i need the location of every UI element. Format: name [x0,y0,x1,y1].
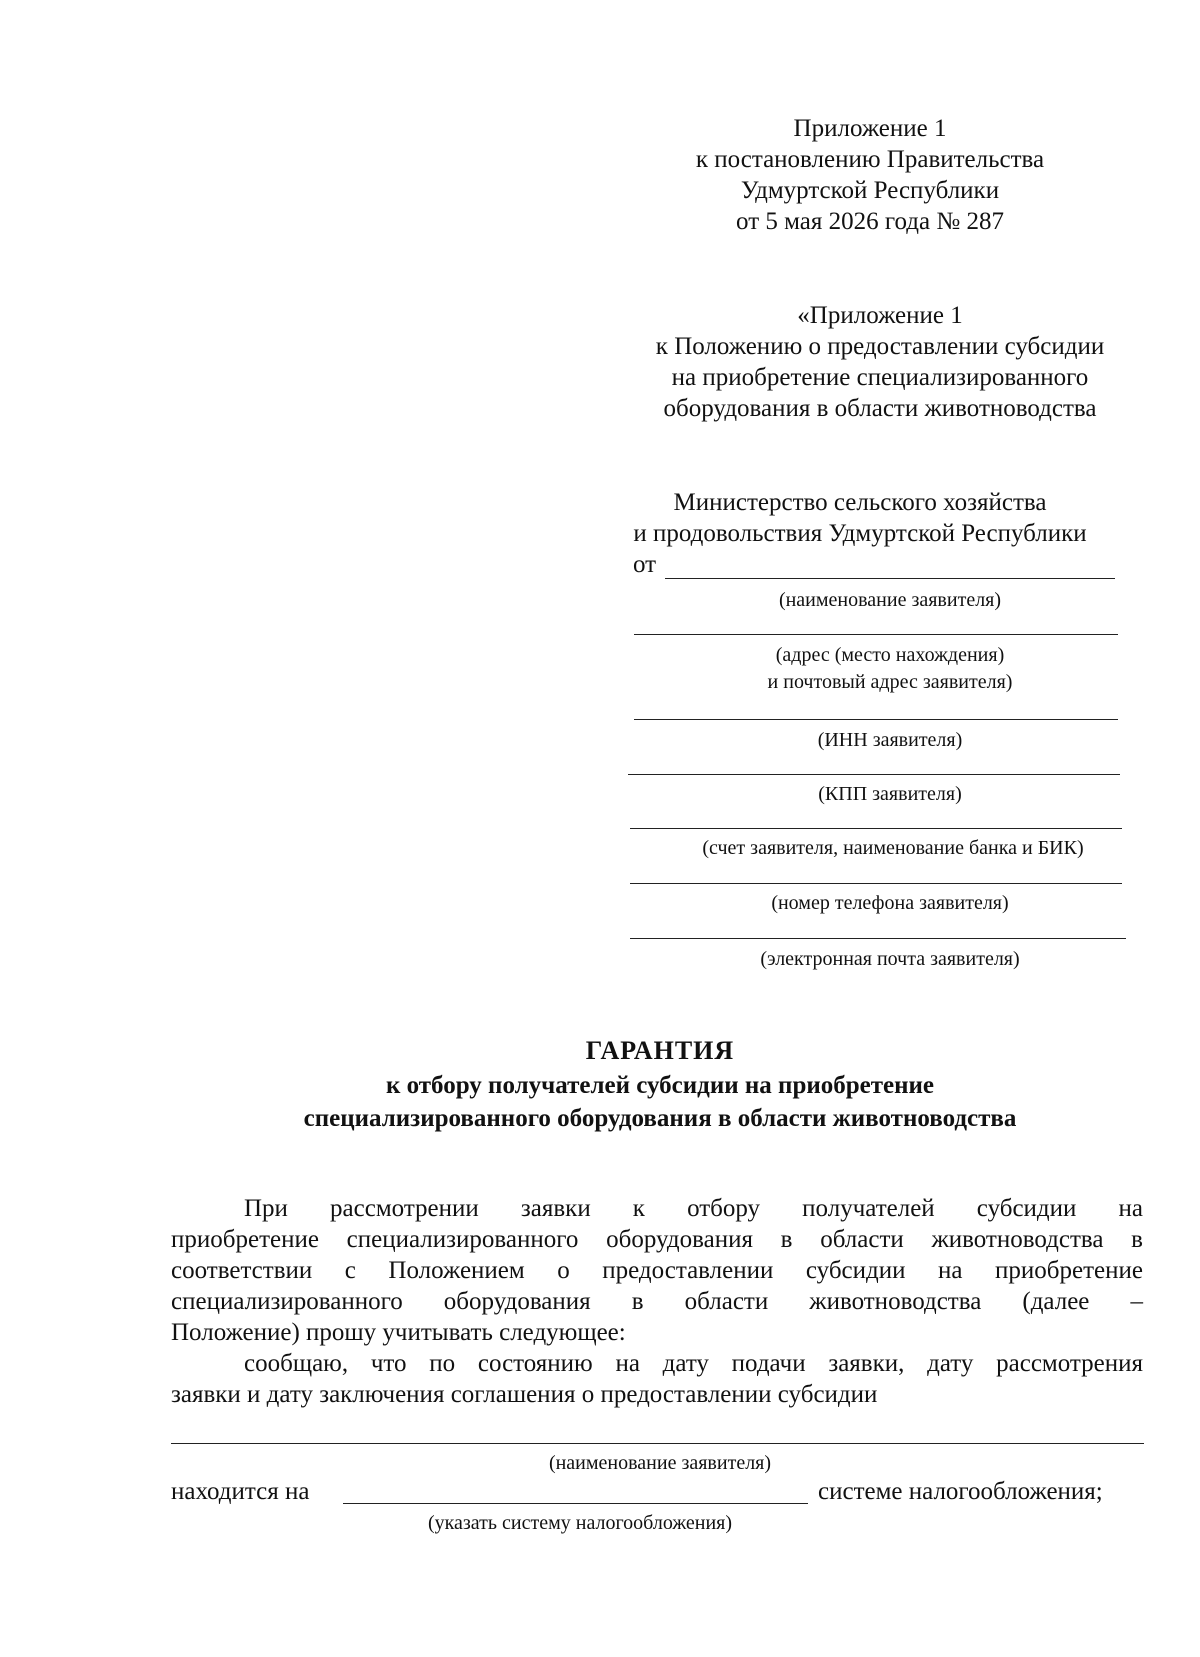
located-on-label: находится на [171,1478,310,1505]
bank-line[interactable] [630,828,1122,829]
address-line[interactable] [634,634,1118,635]
address-caption-1: (адрес (место нахождения) [775,644,1005,666]
bank-caption: (счет заявителя, наименование банка и БИК) [702,837,1084,859]
regulation-appendix-subject: на приобретение специализированного [671,364,1089,391]
tax-system-suffix: системе налогообложения; [818,1478,1103,1505]
addressee-line1: Министерство сельского хозяйства [673,489,1047,516]
document-title [130,1035,1190,1135]
title-main: ГАРАНТИЯ [585,1036,735,1065]
appendix-region: Удмуртской Республики [740,177,1000,204]
applicant-name-line[interactable] [665,578,1115,579]
body-p1-line3: соответствии с Положением о предоставлении субсидии на приобретение [171,1257,1143,1284]
appendix-decree: к постановлению Правительства [695,146,1045,173]
email-line[interactable] [630,938,1126,939]
appendix-date: от 5 мая 2026 года № 287 [736,208,1004,235]
appendix-header [610,113,1130,237]
body-p2-line2: заявки и дату заключения соглашения о предоставлении субсидии [171,1381,878,1408]
kpp-line[interactable] [628,774,1120,775]
phone-caption: (номер телефона заявителя) [771,892,1009,914]
from-label: от [633,551,657,578]
appendix-number: Приложение 1 [793,115,947,142]
title-sub-1: к отбору получателей субсидии на приобретение [385,1072,935,1099]
body-applicant-line[interactable] [171,1443,1144,1444]
body-applicant-caption: (наименование заявителя) [548,1452,772,1474]
body-p1-line1: При рассмотрении заявки к отбору получателей субсидии на [244,1195,1143,1222]
addressee-line2: и продовольствия Удмуртской Республики [633,520,1087,547]
email-caption: (электронная почта заявителя) [760,948,1020,970]
inn-line[interactable] [634,719,1118,720]
body-p1-line2: приобретение специализированного оборудования в области животноводства в [171,1226,1143,1253]
regulation-appendix-area: оборудования в области животноводства [663,395,1097,422]
body-p2-line1: сообщаю, что по состоянию на дату подачи заявки, дату рассмотрения [244,1350,1143,1377]
address-caption-2: и почтовый адрес заявителя) [767,671,1013,693]
tax-system-line[interactable] [343,1503,808,1504]
regulation-appendix-header [580,300,1180,424]
inn-caption: (ИНН заявителя) [817,729,963,751]
body-p1-line5: Положение) прошу учитывать следующее: [171,1319,626,1346]
addressee [580,487,1140,549]
title-sub-2: специализированного оборудования в области животноводства [303,1105,1017,1132]
applicant-name-caption: (наименование заявителя) [778,589,1002,611]
phone-line[interactable] [630,883,1122,884]
body-p1-line4: специализированного оборудования в области животноводства (далее – [171,1288,1143,1315]
regulation-appendix-number: «Приложение 1 [797,302,963,329]
body-paragraph-1 [171,1193,1143,1348]
kpp-caption: (КПП заявителя) [818,783,962,805]
regulation-appendix-ref: к Положению о предоставлении субсидии [655,333,1105,360]
tax-system-caption: (указать систему налогообложения) [427,1512,733,1534]
body-paragraph-2 [171,1348,1143,1410]
